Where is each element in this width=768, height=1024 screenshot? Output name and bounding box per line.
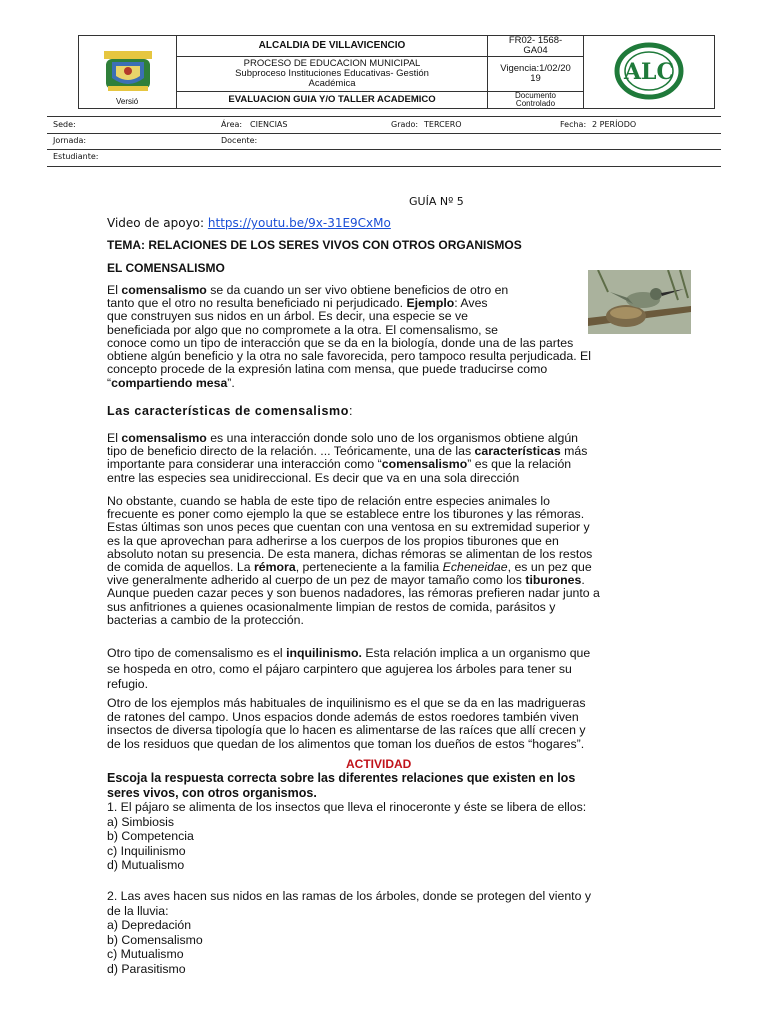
process-line-3: Académica — [308, 78, 356, 89]
text-line: que construyen sus nidos en un árbol. Es decir, una especie se ve — [107, 309, 468, 324]
text-span: Esta relación implica a un organismo que — [361, 646, 591, 660]
text-span: más — [560, 444, 588, 459]
italic-term: Echeneidae — [442, 560, 508, 575]
instruction-line: seres vivos, con otros organismos. — [107, 786, 317, 800]
question-2 — [107, 889, 591, 977]
bold-term: comensalismo — [381, 457, 468, 472]
process-cell — [177, 57, 488, 92]
question-text: 1. El pájaro se alimenta de los insectos que lleva el rinoceronte y éste se libera de ellos: — [107, 800, 587, 814]
activity-instructions — [107, 771, 575, 801]
question-text: de la lluvia: — [107, 903, 169, 918]
option-d[interactable]: d) Mutualismo — [107, 858, 185, 873]
text-line — [107, 458, 690, 471]
bold-term: características — [474, 444, 561, 459]
divider — [47, 116, 721, 117]
question-text: 2. Las aves hacen sus nidos en las ramas de los árboles, donde se protegen del viento y — [107, 889, 591, 903]
option-a[interactable]: a) Simbiosis — [107, 814, 174, 829]
divider — [47, 149, 721, 150]
grado-label: Grado: — [391, 120, 419, 129]
text-line: refugio. — [107, 677, 149, 691]
text-line: absoluto notan su presencia. De esta manera, dichas rémoras se alimentan de los restos — [107, 546, 593, 561]
text-span: El — [107, 283, 122, 297]
text-line: entre las especies sea unidireccional. Es decir que va en una sola dirección — [107, 470, 520, 485]
text-line: es la que aprovechan para adherirse a los cuerpos de los propios tiburones que en — [107, 533, 559, 548]
video-link[interactable]: https://youtu.be/9x-31E9CxMo — [207, 216, 391, 230]
text-span: El — [107, 431, 122, 445]
text-span: ” es que la relación — [467, 457, 572, 472]
process-line-1: PROCESO DE EDUCACION MUNICIPAL — [243, 58, 421, 69]
bold-term: tiburones — [525, 573, 582, 588]
paragraph-3 — [107, 495, 690, 627]
divider — [47, 133, 721, 134]
estudiante-label: Estudiante: — [53, 152, 99, 161]
doc-controlled-cell — [488, 92, 584, 109]
jornada-label: Jornada: — [53, 136, 87, 145]
version-label: Versió — [116, 97, 139, 106]
text-span: es una interacción donde solo uno de los organismos obtiene algún — [206, 431, 579, 445]
doc-line-1: Documento — [515, 91, 556, 100]
paragraph-2 — [107, 432, 690, 485]
logo-cell — [584, 36, 715, 109]
grado-value: TERCERO — [424, 120, 462, 129]
docente-label: Docente: — [221, 136, 258, 145]
video-label: Video de apoyo: — [107, 216, 205, 230]
text-span: “ — [107, 375, 112, 390]
text-span: : Aves — [454, 296, 488, 311]
vigencia-cell — [488, 57, 584, 92]
header-table — [78, 35, 715, 109]
bold-term: compartiendo mesa — [111, 375, 228, 390]
text-span: tipo de beneficio directo de la relación. ... Teóricamente, una de las — [107, 444, 475, 459]
video-row — [107, 216, 391, 230]
text-line — [107, 377, 690, 390]
text-line: se hospeda en otro, como el pájaro carpintero que agujerea los árboles para tener su — [107, 661, 572, 676]
text-span: importante para considerar una interacción como “ — [107, 457, 382, 472]
paragraph-5 — [107, 697, 690, 751]
option-c[interactable]: c) Mutualismo — [107, 947, 184, 962]
guide-number: GUÍA Nº 5 — [409, 195, 464, 208]
text-span: Otro tipo de comensalismo es el — [107, 646, 287, 660]
subtitle: EL COMENSALISMO — [107, 261, 225, 275]
eval-title: EVALUACION GUIA Y/O TALLER ACADEMICO — [177, 92, 488, 109]
text-span: , es un pez que — [507, 560, 592, 575]
text-span: . — [581, 573, 585, 588]
text-span: de comida de aquellos. La — [107, 560, 254, 575]
text-span: ”. — [227, 375, 235, 390]
text-line: de los residuos que quedan de los alimentos que toman los dueños de estos “hogares”. — [107, 736, 585, 751]
hummingbird-nest-image — [588, 270, 691, 334]
sede-label: Sede: — [53, 120, 76, 129]
fecha-label: Fecha: — [560, 120, 587, 129]
heading-colon: : — [348, 404, 354, 418]
text-line: sus anfitriones a quienes ocasionalmente limpian de restos de comida, parásitos y — [107, 599, 556, 614]
option-b[interactable]: b) Competencia — [107, 829, 194, 844]
tema-title: TEMA: RELACIONES DE LOS SERES VIVOS CON OTROS ORGANISMOS — [107, 238, 522, 252]
text-line: Aunque pueden cazar peces y son buenos nadadores, las rémoras prefieren nadar junto a — [107, 586, 600, 601]
code-cell — [488, 36, 584, 57]
bold-term: Ejemplo — [406, 296, 455, 311]
option-c[interactable]: c) Inquilinismo — [107, 843, 186, 858]
bold-term: comensalismo — [121, 283, 207, 297]
coat-of-arms-icon — [102, 48, 154, 94]
text-line: Otro de los ejemplos más habituales de inquilinismo es el que se da en las madrigueras — [107, 696, 586, 710]
activity-title: ACTIVIDAD — [346, 757, 412, 771]
characteristics-heading — [107, 404, 353, 418]
vigencia-line-2: 19 — [530, 73, 541, 84]
text-line: insectos de diversa tipología que lo hacen es alimentarse de las raíces que allí crecen y — [107, 723, 586, 738]
text-line: No obstante, cuando se habla de este tipo de relación entre especies animales lo — [107, 494, 550, 508]
text-span: tanto que el otro no resulta beneficiado ni perjudicado. — [107, 296, 407, 311]
process-line-2: Subproceso Instituciones Educativas- Gestión — [235, 68, 429, 79]
text-line: Estas últimas son unos peces que cuentan con una ventosa en su extremidad superior y — [107, 520, 590, 535]
question-1 — [107, 800, 586, 873]
doc-line-2: Controlado — [515, 99, 556, 108]
alc-logo-icon — [614, 41, 684, 101]
divider — [47, 166, 721, 167]
text-line: de ratones del campo. Unos espacios donde además de estos roedores también viven — [107, 709, 579, 724]
paragraph-1-lines-1-4 — [107, 284, 551, 337]
option-d[interactable]: d) Parasitismo — [107, 961, 186, 976]
code-line-1: FR02- 1568- — [508, 35, 563, 46]
option-a[interactable]: a) Depredación — [107, 918, 192, 933]
text-line — [107, 646, 690, 662]
text-line: bacterias a cambio de la protección. — [107, 612, 304, 627]
bold-term: rémora — [253, 560, 296, 575]
text-line: beneficiada por algo que no compromete a la otra. El comensalismo, se — [107, 322, 498, 337]
paragraph-1-lines-5-8 — [107, 337, 690, 390]
area-value: CIENCIAS — [250, 120, 288, 129]
text-span: se da cuando un ser vivo obtiene beneficios de otro en — [206, 283, 509, 297]
instruction-line: Escoja la respuesta correcta sobre las diferentes relaciones que existen en los — [107, 771, 576, 785]
fecha-value: 2 PERÍODO — [592, 120, 637, 129]
bold-term: inquilinismo. — [286, 646, 362, 660]
text-line: frecuente es poner como ejemplo la que se establece entre los tiburones y las rémoras. — [107, 507, 585, 522]
text-line: obtiene algún beneficio y la otra no sale favorecida, pero tampoco resulta perjudicada. El — [107, 349, 591, 364]
vigencia-line-1: Vigencia:1/02/20 — [500, 63, 571, 74]
paragraph-4 — [107, 646, 690, 693]
area-label: Área: — [221, 120, 243, 129]
logo-text: ALC — [623, 58, 675, 85]
org-name: ALCALDIA DE VILLAVICENCIO — [177, 36, 488, 57]
option-b[interactable]: b) Comensalismo — [107, 932, 203, 947]
text-span: vive generalmente adherido al cuerpo de un pez de mayor tamaño como los — [107, 573, 526, 588]
code-line-2: GA04 — [523, 45, 548, 56]
heading-text: Las características de comensalismo — [107, 404, 349, 418]
bold-term: comensalismo — [121, 431, 207, 445]
text-line: concepto procede de la expresión latina com mensa, que puede traducirse como — [107, 362, 548, 377]
text-line: conoce como un tipo de interacción que se da en la biología, donde una de las partes — [107, 336, 574, 350]
text-span: , perteneciente a la familia — [295, 560, 443, 575]
